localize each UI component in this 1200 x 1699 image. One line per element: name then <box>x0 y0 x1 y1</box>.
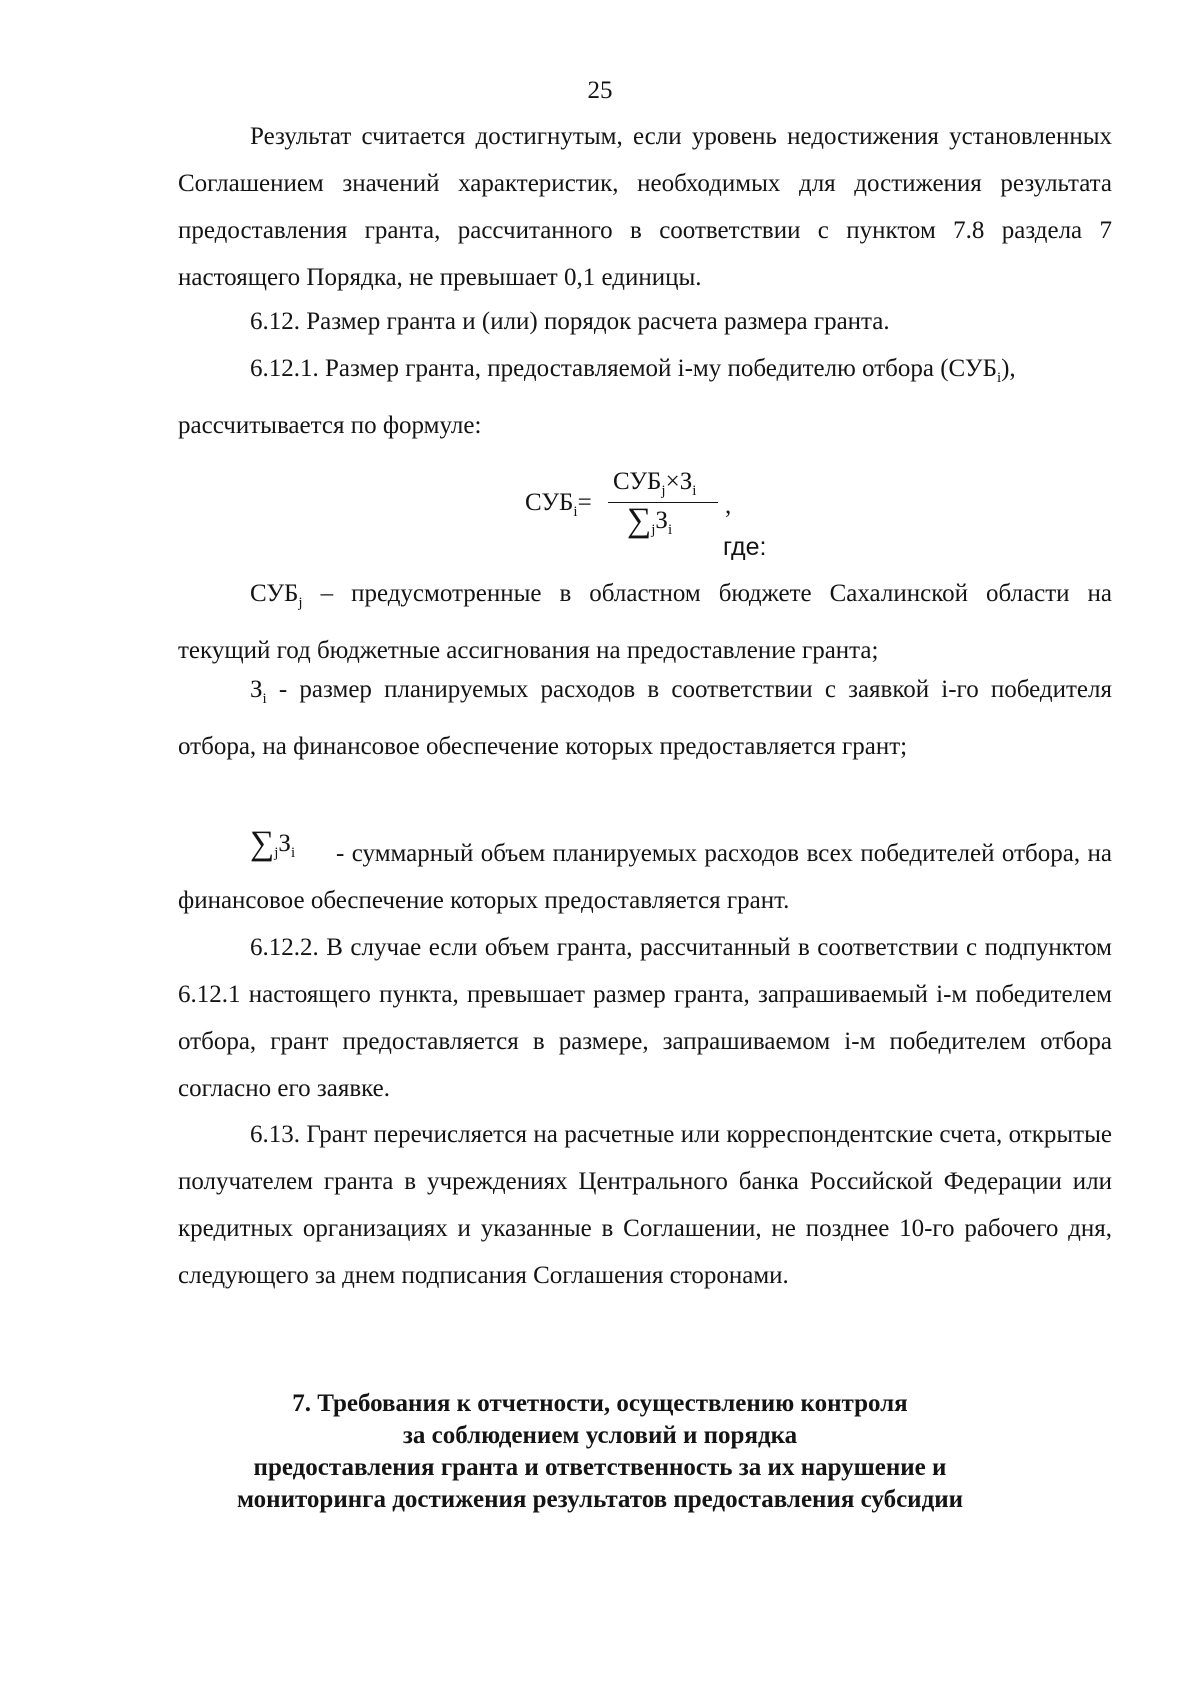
paragraph-6-12-1-tail: ), <box>1001 355 1016 382</box>
formula-where-label: где: <box>723 533 767 561</box>
definition-sum: - суммарный объем планируемых расходов всех победителей отбора, на финансовое обеспечение которых предоставляется грант. <box>178 840 1112 914</box>
paragraph-6-12-1-line2: рассчитывается по формуле: <box>178 412 482 439</box>
paragraph-6-12-1 <box>178 345 1112 449</box>
paragraph-6-12-2: 6.12.2. В случае если объем гранта, рассчитанный в соответствии с подпунктом 6.12.1 настоящего пункта, превышает размер гранта, запрашиваемый i-м победителем отбора, грант предоставляется в размере, запрашиваемом i-м победителем отбора согласно его заявке. <box>178 934 1112 1102</box>
sum-symbol: $\sum_jЗ_i$ <box>250 825 296 862</box>
paragraph-6-12-1-text: 6.12.1. Размер гранта, предоставляемой i-му победителю отбора (СУБ <box>250 355 997 382</box>
paragraph-6-12-1-sub: i <box>996 370 1002 386</box>
heading-line: за соблюдением условий и порядка <box>402 1422 798 1449</box>
paragraph-result: Результат считается достигнутым, если уровень недостижения установленных Соглашением значений характеристик, необходимых для достижения результата предоставления гранта, рассчитанного в соответствии с пунктом 7.8 раздела 7 настоящего Порядка, не превышает 0,1 единицы. <box>178 123 1112 291</box>
paragraph-6-13: 6.13. Грант перечисляется на расчетные или корреспондентские счета, открытые получателем гранта в учреждениях Центрального банка Российской Федерации или кредитных организациях и указанные в Соглашении, не позднее 10-го рабочего дня, следующего за днем подписания Соглашения сторонами. <box>178 1121 1112 1289</box>
formula-numerator: $СУБ_j\times З_i$ <box>613 468 697 499</box>
formula-denominator: $\sum_jЗ_i$ <box>627 502 673 539</box>
definition-z-i: $З_i$ - размер планируемых расходов в соответствии с заявкой i-го победителя отбора, на финансовое обеспечение которых предоставляется грант; <box>178 676 1112 760</box>
page-number: 25 <box>587 77 613 104</box>
formula-fraction-bar <box>608 502 718 503</box>
definition-sub-j: $СУБ_j$ – предусмотренные в областном бюджете Сахалинской области на текущий год бюджетные ассигнования на предоставление гранта; <box>178 580 1112 664</box>
formula-comma: , <box>725 492 732 519</box>
heading-line: 7. Требования к отчетности, осуществлению контроля <box>292 1390 908 1417</box>
heading-line: предоставления гранта и ответственность за их нарушение и <box>253 1454 947 1481</box>
section-7-heading <box>0 1388 1200 1516</box>
heading-line: мониторинга достижения результатов предоставления субсидии <box>236 1486 964 1513</box>
formula-lhs: $СУБ_i=$ <box>525 489 592 520</box>
paragraph-6-12: 6.12. Размер гранта и (или) порядок расчета размера гранта. <box>250 308 890 335</box>
grant-formula <box>525 460 825 560</box>
